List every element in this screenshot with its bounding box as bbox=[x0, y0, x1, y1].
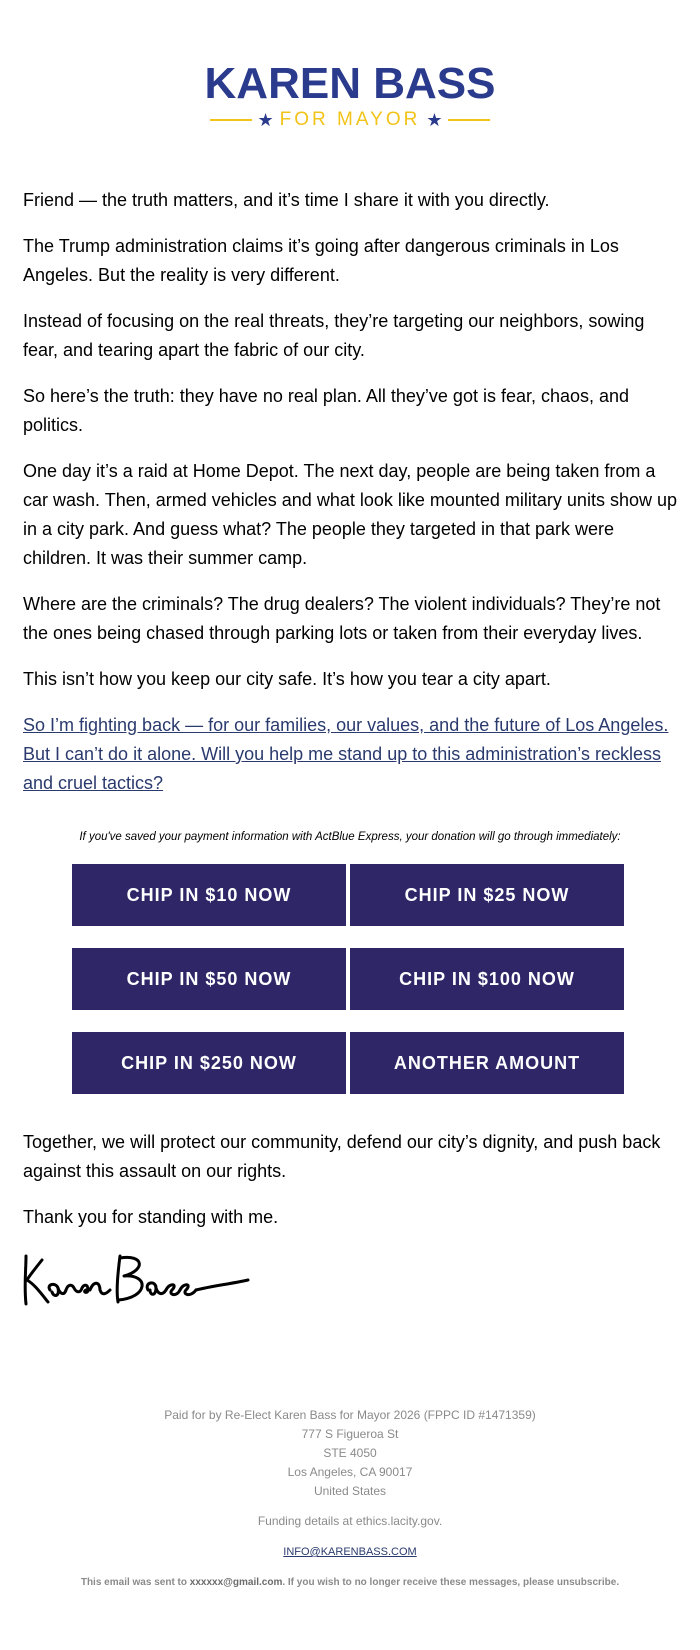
logo-tagline-row bbox=[0, 110, 700, 130]
body-paragraph: One day it’s a raid at Home Depot. The next day, people are being taken from a car wash. Then, armed vehicles and what look like mounted military units show up in a city park. And guess what? The people they targeted in that park were children. It was their summer camp. bbox=[23, 461, 677, 568]
logo-divider-left bbox=[210, 119, 252, 121]
body-paragraph: Friend — the truth matters, and it’s time I share it with you directly. bbox=[23, 190, 550, 210]
address-line: United States bbox=[313, 1484, 387, 1498]
contact-email-link[interactable]: INFO@KARENBASS.COM bbox=[283, 1546, 417, 1558]
donate-50-button[interactable]: CHIP IN $50 NOW bbox=[72, 948, 346, 1010]
donation-button-grid bbox=[72, 864, 630, 1094]
closing-paragraph: Together, we will protect our community, defend our city’s dignity, and push back against this assault on our rights. bbox=[23, 1132, 661, 1181]
body-paragraph: Where are the criminals? The drug dealers? The violent individuals? They’re not the ones being chased through parking lots or taken from their everyday lives. bbox=[23, 594, 661, 643]
funding-details: Funding details at ethics.lacity.gov. bbox=[257, 1514, 443, 1528]
logo-divider-right bbox=[448, 119, 490, 121]
actblue-note: If you've saved your payment information with ActBlue Express, your donation will go through immediately: bbox=[79, 831, 621, 843]
donate-other-amount-button[interactable]: ANOTHER AMOUNT bbox=[350, 1032, 624, 1094]
email-body bbox=[23, 186, 683, 815]
signature-image bbox=[20, 1250, 250, 1310]
body-paragraph: The Trump administration claims it’s going after dangerous criminals in Los Angeles. But the reality is very different. bbox=[23, 236, 619, 285]
logo-name: KAREN BASS bbox=[204, 59, 496, 108]
body-paragraph: This isn’t how you keep our city safe. It’s how you tear a city apart. bbox=[23, 669, 551, 689]
unsub-prefix: This email was sent to bbox=[80, 1577, 190, 1588]
footer-email-row bbox=[0, 1542, 700, 1562]
address-line: STE 4050 bbox=[323, 1446, 377, 1460]
star-icon: ★ bbox=[426, 110, 443, 130]
star-icon: ★ bbox=[257, 110, 274, 130]
address-line: Los Angeles, CA 90017 bbox=[287, 1465, 413, 1479]
closing-paragraph: Thank you for standing with me. bbox=[23, 1207, 279, 1227]
closing-text bbox=[23, 1128, 683, 1249]
logo-tagline: FOR MAYOR bbox=[279, 109, 421, 130]
donate-10-button[interactable]: CHIP IN $10 NOW bbox=[72, 864, 346, 926]
body-paragraph: Instead of focusing on the real threats, they’re targeting our neighbors, sowing fear, and tearing apart the fabric of our city. bbox=[23, 311, 645, 360]
donate-250-button[interactable]: CHIP IN $250 NOW bbox=[72, 1032, 346, 1094]
call-to-action-link[interactable]: So I’m fighting back — for our families, our values, and the future of Los Angeles. But I can’t do it alone. Will you help me stand up to this administration’s reckless and cruel tactics? bbox=[23, 715, 669, 793]
call-to-action-paragraph bbox=[23, 711, 683, 798]
body-paragraph: So here’s the truth: they have no real plan. All they’ve got is fear, chaos, and politics. bbox=[23, 386, 630, 435]
recipient-email: xxxxxx@gmail.com bbox=[189, 1577, 283, 1588]
donate-100-button[interactable]: CHIP IN $100 NOW bbox=[350, 948, 624, 1010]
paid-for-disclaimer: Paid for by Re-Elect Karen Bass for Mayor 2026 (FPPC ID #1471359) bbox=[164, 1408, 536, 1422]
footer bbox=[0, 1406, 700, 1592]
address-line: 777 S Figueroa St bbox=[301, 1427, 399, 1441]
donate-25-button[interactable]: CHIP IN $25 NOW bbox=[350, 864, 624, 926]
unsub-suffix: . If you wish to no longer receive these messages, please unsubscribe. bbox=[282, 1577, 620, 1588]
unsubscribe-notice bbox=[0, 1573, 700, 1592]
campaign-logo bbox=[0, 60, 700, 130]
footer-address-block bbox=[0, 1406, 700, 1501]
